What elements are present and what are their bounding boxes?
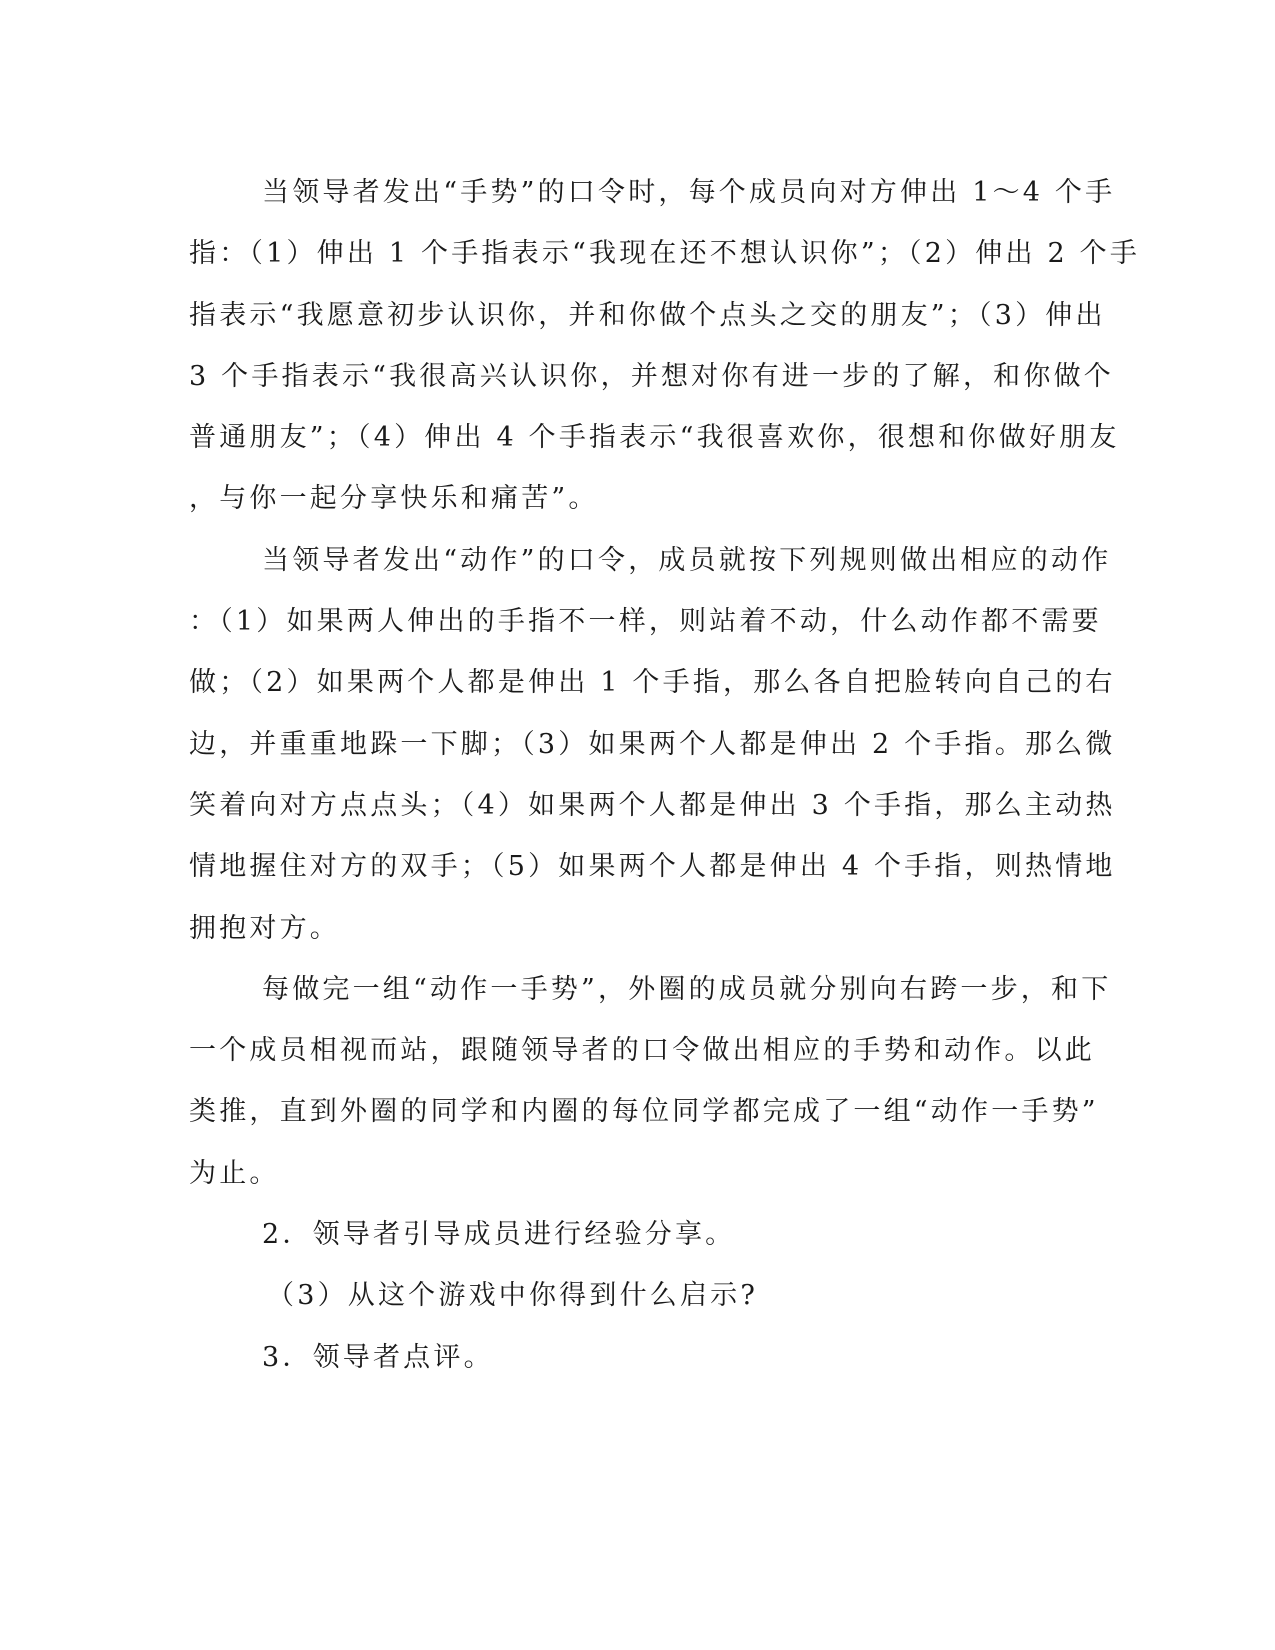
body-text [189, 162, 1141, 1388]
text-line: ：（1）如果两人伸出的手指不一样，则站着不动，什么动作都不需要 [189, 606, 1102, 638]
text-line: 指表示“我愿意初步认识你，并和你做个点头之交的朋友”；（3）伸出 [189, 299, 1106, 331]
text-line: 指：（1）伸出 1 个手指表示“我现在还不想认识你”；（2）伸出 2 个手 [189, 238, 1141, 270]
text-line: 普通朋友”；（4）伸出 4 个手指表示“我很喜欢你，很想和你做好朋友 [189, 422, 1120, 454]
list-item: （3）从这个游戏中你得到什么启示? [267, 1280, 759, 1312]
text-line: 3 个手指表示“我很高兴认识你，并想对你有进一步的了解，和你做个 [189, 360, 1114, 392]
text-line: 每做完一组“动作一手势”，外圈的成员就分别向右跨一步，和下 [262, 973, 1112, 1005]
text-line: 当领导者发出“手势”的口令时，每个成员向对方伸出 1～4 个手 [262, 177, 1116, 208]
text-line: 为止。 [189, 1157, 280, 1189]
list-item: 2．领导者引导成员进行经验分享。 [262, 1219, 736, 1251]
text-line: 做；（2）如果两个人都是伸出 1 个手指，那么各自把脸转向自己的右 [189, 667, 1116, 699]
text-line: 拥抱对方。 [189, 912, 340, 944]
text-line: 当领导者发出“动作”的口令，成员就按下列规则做出相应的动作 [262, 544, 1112, 576]
text-line: 边，并重重地跺一下脚；（3）如果两个人都是伸出 2 个手指。那么微 [189, 728, 1116, 760]
text-line: ，与你一起分享快乐和痛苦”。 [189, 483, 599, 515]
text-line: 一个成员相视而站，跟随领导者的口令做出相应的手势和动作。以此 [189, 1035, 1095, 1067]
text-line: 类推，直到外圈的同学和内圈的每位同学都完成了一组“动作一手势” [189, 1096, 1099, 1128]
list-item: 3．领导者点评。 [262, 1341, 494, 1373]
text-line: 情地握住对方的双手；（5）如果两个人都是伸出 4 个手指，则热情地 [189, 851, 1116, 883]
text-line: 笑着向对方点点头；（4）如果两个人都是伸出 3 个手指，那么主动热 [189, 789, 1116, 821]
